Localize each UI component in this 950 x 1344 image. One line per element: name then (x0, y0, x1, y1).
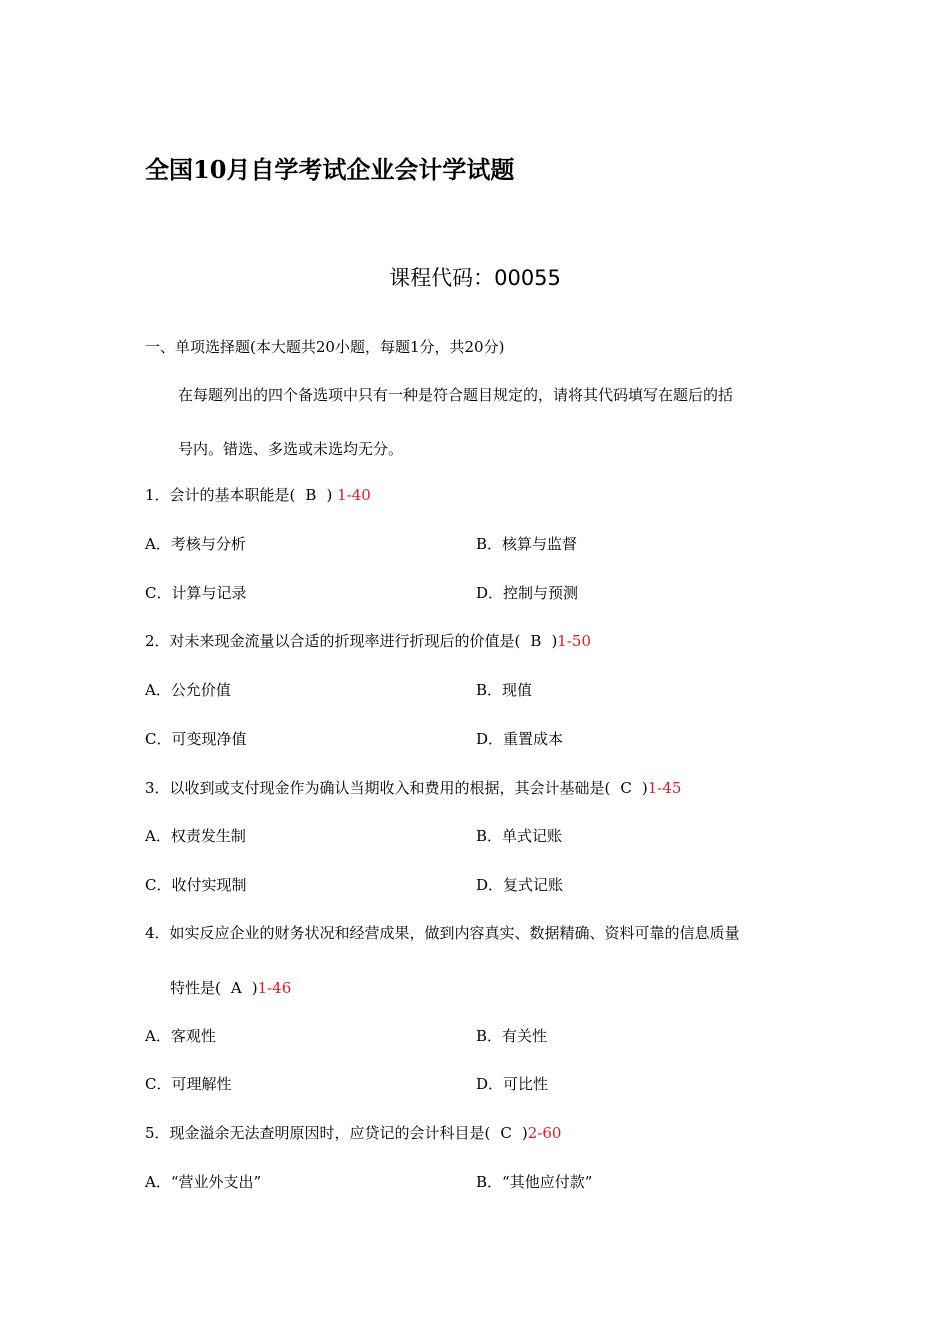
reference: 1-46 (257, 979, 292, 997)
question-stem: 5．现金溢余无法查明原因时，应贷记的会计科目是( (145, 1124, 491, 1142)
question-1 (145, 484, 371, 506)
option-1b: B．核算与监督 (476, 535, 578, 553)
close-paren: ) (551, 632, 558, 650)
option-1c: C．计算与记录 (145, 584, 247, 602)
close-paren: ) (521, 1124, 528, 1142)
option-1a: A．考核与分析 (145, 535, 246, 553)
section-heading: 一、单项选择题(本大题共20小题，每题1分，共20分) (145, 338, 505, 356)
answer: C (500, 1124, 512, 1142)
page-title: 全国10月自学考试企业会计学试题 (145, 155, 515, 184)
option-4d: D．可比性 (476, 1075, 549, 1093)
question-3 (145, 777, 681, 799)
question-4-continued (170, 977, 291, 999)
answer: B (530, 632, 542, 650)
reference: 2-60 (527, 1124, 562, 1142)
reference: 1-40 (337, 486, 371, 504)
close-paren: ) (641, 779, 648, 797)
option-2c: C．可变现净值 (145, 730, 247, 748)
option-3b: B．单式记账 (476, 827, 563, 845)
answer: C (620, 779, 632, 797)
section-instruction-line2: 号内。错选、多选或未选均无分。 (178, 440, 404, 458)
answer: B (305, 486, 317, 504)
option-3a: A．权责发生制 (145, 827, 246, 845)
reference: 1-45 (647, 779, 682, 797)
question-4: 4．如实反应企业的财务状况和经营成果，做到内容真实、数据精确、资料可靠的信息质量 (145, 924, 740, 942)
option-4c: C．可理解性 (145, 1075, 232, 1093)
close-paren: ) (251, 979, 258, 997)
course-code: 课程代码：00055 (389, 266, 561, 290)
question-2 (145, 630, 591, 652)
close-paren: ) (326, 486, 333, 504)
option-3c: C．收付实现制 (145, 876, 247, 894)
option-2b: B．现值 (476, 681, 533, 699)
question-stem: 2．对未来现金流量以合适的折现率进行折现后的价值是( (145, 632, 521, 650)
option-5b: B．“其他应付款” (476, 1173, 593, 1191)
option-2a: A．公允价值 (145, 681, 231, 699)
question-stem: 1．会计的基本职能是( (145, 486, 296, 504)
option-3d: D．复式记账 (476, 876, 564, 894)
question-stem-cont: 特性是( (170, 979, 221, 997)
option-2d: D．重置成本 (476, 730, 564, 748)
question-stem: 3．以收到或支付现金作为确认当期收入和费用的根据，其会计基础是( (145, 779, 611, 797)
question-5 (145, 1122, 561, 1144)
answer: A (230, 979, 242, 997)
reference: 1-50 (557, 632, 591, 650)
option-1d: D．控制与预测 (476, 584, 579, 602)
section-instruction-line1: 在每题列出的四个备选项中只有一种是符合题目规定的，请将其代码填写在题后的括 (178, 386, 734, 404)
option-5a: A．“营业外支出” (145, 1173, 262, 1191)
option-4b: B．有关性 (476, 1027, 548, 1045)
option-4a: A．客观性 (145, 1027, 216, 1045)
